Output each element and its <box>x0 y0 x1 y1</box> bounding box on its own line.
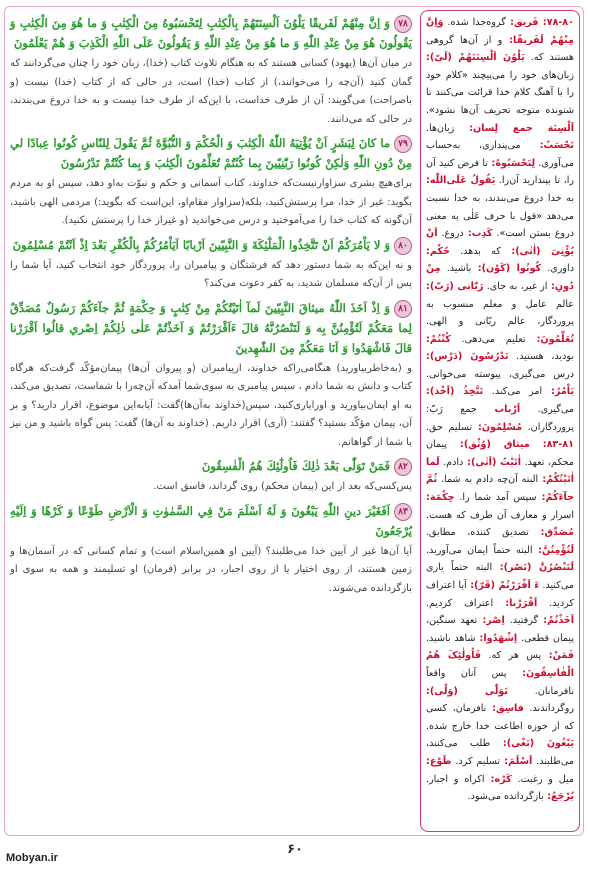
glossary-term: حُکْم: <box>426 245 450 257</box>
glossary-definition: از غیر، به جای. <box>483 280 548 292</box>
glossary-term: ثُمَّ جآءَکُمْ: <box>426 474 575 504</box>
verse-number-badge: ۷۹ <box>394 135 412 153</box>
glossary-term: لِتَحْسَبُوهُ: <box>487 157 536 169</box>
glossary-definition: اسرار و معارف آن طرف که هست. <box>426 509 574 521</box>
glossary-term: اَسْلَمَ: <box>500 755 533 767</box>
glossary-term: کُنْتُمْ: <box>426 333 451 345</box>
verse-text: وَ اِذْ اَخَذَ اللّٰهُ ميثاقَ النَّبِيّينَ لَمآ اٰتَيْتُكُمْ مِنْ كِتٰبٍ وَ حِكْمَةٍ ثُمَّ جآءَكُمْ رَسُولٌ مُصَدِّقٌ لِما مَعَكُمْ لَتُؤْمِنُنَّ بِه وَ لَتَنْصُرُنَّهُ قالَ ءَاَقْرَرْتُمْ وَ اَخَذْتُمْ عَلٰى ذٰلِكُمْ اِصْري قالُوا اَقْرَرْنا قالَ فَاشْهَدُوا وَ اَنَا مَعَكُمْ مِنَ الشّٰهِدينَ <box>10 300 412 355</box>
verse-arabic <box>10 13 412 53</box>
verse-arabic <box>10 298 412 358</box>
glossary-term: اِشْهَدُوا: <box>475 632 518 644</box>
glossary-definition: گروه‌جدا شده. <box>443 17 506 28</box>
verse-text: وَ لا يَاْمُرَكُمْ اَنْ تَتَّخِذُوا الْمَلٰٓئِكَةَ وَ النَّبِيّينَ اَرْبابًا اَيَاْمُرُكُمْ بِالْكُفْرِ بَعْدَ اِذْ اَنْتُمْ مُسْلِمُونَ <box>12 237 390 252</box>
glossary-term: اَنْ یُؤْتِیَ (اٰتٰی): <box>426 228 574 257</box>
verse-text: وَ اِنَّ مِنْهُمْ لَفَريقًا يَلْوُنَ اَلْسِنَتَهُمْ بِالْكِتٰبِ لِتَحْسَبُوهُ مِنَ الْكِتٰبِ وَ ما هُوَ مِنَ الْكِتٰبِ وَ يَقُولُونَ هُوَ مِنْ عِنْدِ اللّٰهِ وَ ما هُوَ مِنْ عِنْدِ اللّٰهِ وَ يَقُولُونَ عَلَى اللّٰهِ الْكَذِبَ وَ هُمْ يَعْلَمُونَ <box>10 16 412 50</box>
verse-text: ما كانَ لِبَشَرٍ اَنْ يُؤْتِيَهُ اللّٰهُ الْكِتٰبَ وَ الْحُكْمَ وَ النُّبُوَّةَ ثُمَّ يَقُولَ لِلنّاسِ كُونُوا عِبادًا لي مِنْ دُونِ اللّٰهِ وَلٰكِنْ كُونُوا رَبّٰنِيّينَ بِما كُنْتُمْ تُعَلِّمُونَ الْكِتٰبَ وَ بِما كُنْتُمْ تَدْرُسُونَ <box>10 136 412 170</box>
verse-translation: آیا آن‌ها غیر از آیین خدا می‌طلبند؟ (آیین او همین‌اسلام است) و تمام کسانی که در آسمان‌ها و زمین هستند، از روی اختیار یا از روی اجبار، در برابر (فرمان) او تسلیمند و همه به سوی او بازگردانده می‌شوند. <box>10 545 412 594</box>
glossary-definition: می‌پنداری، به‌حساب می‌آوری. <box>426 140 574 169</box>
glossary-term: اَلْسِنَة جمع لِسان: <box>454 122 574 134</box>
glossary-sidebar <box>420 10 580 832</box>
glossary-definition: اعتراف کردیم. <box>426 597 494 609</box>
glossary-definition: عالم عامل و معلم منسوب به پروردگار، عالم ربّانی و الهی. <box>426 298 574 328</box>
glossary-definition: پس آنان واقعاً نافرمانان. <box>426 667 574 697</box>
glossary-definition: امر می‌کند. <box>483 386 543 398</box>
glossary-definition: البته حتماً ایمان می‌آورید. <box>426 544 533 556</box>
glossary-definition: میل و رغبت. <box>511 773 574 785</box>
glossary-definition: تسلیم کرد. <box>451 755 501 767</box>
glossary-term: طَوْع: <box>426 755 452 767</box>
glossary-term: اَخَذْتُمْ: <box>538 615 575 627</box>
glossary-term: تَحْسَبُ: <box>520 140 574 152</box>
glossary-definition: و از آن‌ها گروهی هستند که. <box>426 34 574 64</box>
glossary-definition: تا فرض کنید آن را، تا بپندارید آن‌را. <box>426 157 574 187</box>
glossary-definition: زبان‌های خود را می‌پیچند «کلام خود را با آهنگ کلام خدا قرائت می‌کنند تا شنونده متوجه تحریف آن‌ها نشود». <box>426 69 574 116</box>
glossary-term: مُسْلِمُونَ: <box>472 421 523 433</box>
glossary-definition: گرفتید. <box>504 615 539 627</box>
glossary-term: فَمَنْ: <box>541 650 574 662</box>
glossary-term: کُونُوا (کَوْن): <box>471 263 542 275</box>
glossary-term: تَوَلّٰی (وَلْی): <box>426 685 508 697</box>
verse-arabic <box>10 501 412 541</box>
glossary-term: یَلْوُنَ اَلْسِنَتَهُمْ (لَیّ): <box>426 52 525 64</box>
verse-translation: پس‌کسی‌که بعد از این (پیمان محکم) روی گرداند، فاسق است. <box>153 481 412 492</box>
verse-translation: در میان آن‌ها (یهود) کسانی هستند که به هنگام تلاوت کتاب (خدا)، زبان خود را چنان می‌گردانند که گمان کنید (آن‌چه را می‌خوانند،) از کتاب (خدا) است، در حالی که از کتاب (خدا) نیست (و باصراحت) می‌گویند: آن از طرف خداست، با این‌که از طرف خدا نیست و به خدا دروغ می‌بندند، در حالی که می‌دانند. <box>10 58 412 125</box>
glossary-definition: دروغ. <box>437 228 464 240</box>
glossary-term: فاسِق: <box>486 703 524 715</box>
glossary-term: وَاِنَّ مِنْهُمْ لَفَریقًا: <box>426 17 574 46</box>
glossary-definition: بودید، هستید. <box>508 351 575 363</box>
glossary-definition: زبان‌ها. <box>426 122 455 134</box>
glossary-definition: که بدهد. <box>449 245 501 257</box>
verse-number-badge: ۷۸ <box>394 15 412 33</box>
glossary-term: ۸۱-۸۳: <box>529 439 574 451</box>
glossary-definition: تعلیم می‌دهی. <box>450 333 526 345</box>
glossary-definition: می‌گیری. <box>520 404 575 416</box>
verse-translation: برای‌هیچ بشری سزاوارنیست‌که خداوند، کتاب آسمانی و حکم و نبوّت به‌او دهد، سپس او به مردم بگوید: غیر از خدا، مرا پرستش‌کنید، بلکه(سزاوار مقام‌او، این‌است که بگوید:) مردمی الهی باشید، آن‌گونه که کتاب خدا را می‌آموختید و درس می‌خواندید (و غیراز خدا را پرستش نکنید). <box>10 178 412 226</box>
verse-number-badge: ۸۲ <box>394 458 412 476</box>
glossary-definition: تصدیق کننده، مطابق. <box>426 527 529 539</box>
glossary-term: کَرْه: <box>484 773 512 785</box>
glossary-definition: شاهد باشید. <box>426 632 476 644</box>
glossary-term: مُصَدِّق: <box>528 527 574 539</box>
glossary-definition: البته آن‌چه دادم به شما. <box>437 474 539 486</box>
page-number: ۶۰ <box>287 842 303 857</box>
glossary-term: اَرْباب <box>476 404 521 416</box>
glossary-definition: اکراه و اجبار. <box>426 773 485 785</box>
site-watermark: Mobyan.ir <box>6 852 58 864</box>
glossary-term: کَذِب: <box>463 228 493 240</box>
glossary-term: یَبْغُونَ (بَغْی): <box>490 738 574 750</box>
glossary-term: حِکْمَة: <box>426 492 455 504</box>
glossary-term: میثاق (وُثْق): <box>447 439 530 451</box>
glossary-term: مِنْ دُونِ: <box>426 263 574 292</box>
glossary-term: یُرْجَعُ: <box>543 791 574 803</box>
verse-translation: و (به‌خاطربیاورید) هنگامی‌راکه خداوند، ازپیامبران (و پیروان آن‌ها) پیمان‌مؤکّد گرفت‌که هرگاه کتاب و دانش به شما دادم ، سپس پیامبری به سوی‌شما آمدکه آن‌چه‌را با شماست، تصدیق می‌کند، به او ایمان‌بیاورید و اوراياری‌کنید، سپس(خداوند به‌آن‌ها)گفت: آیابه‌این موضوع، اقرار دارید؟ و بر آن، پیمان مؤکّد بستید؟ گفتند: (آری) اقرار داریم. (خداوند به آن‌ها) گفت: پس گواه باشید و من نیز با شما از گواهانم. <box>10 362 412 448</box>
glossary-definition: بازگردانده می‌شود. <box>467 791 544 803</box>
verse-arabic <box>10 133 412 173</box>
glossary-definition: سپس آمد شما را. <box>454 492 537 504</box>
glossary-text <box>426 14 574 806</box>
glossary-definition: باشید. <box>440 263 472 275</box>
glossary-term: لَتَنْصُرُنَّ (نَصْر): <box>492 562 575 574</box>
glossary-definition: تعهد سنگین، پیمان قطعی. <box>426 615 574 644</box>
glossary-definition: به خدا دروغ می‌بندند، به خدا نسبت می‌دهد «قول با حرف عَلٰی به معنی دروغ بستن است». <box>426 192 574 240</box>
verse-number-badge: ۸۳ <box>394 503 412 521</box>
glossary-definition: البته حتماً یاری می‌کنید. <box>426 562 575 591</box>
glossary-definition: درس می‌گیری، پیوسته می‌خوانی. <box>426 368 574 380</box>
verse-text: اَفَغَيْرَ دينِ اللّٰهِ يَبْغُونَ وَ لَهُ اَسْلَمَ مَنْ فِي السَّمٰوٰتِ وَ الْاَرْضِ طَوْعًا وَ كَرْهًا وَ اِلَيْهِ يُرْجَعُونَ <box>10 503 412 538</box>
glossary-term: فَریق: <box>505 17 539 28</box>
glossary-definition: طلب می‌کنند، می‌طلبند. <box>426 738 575 767</box>
glossary-definition: پیمان محکم، تعهد. <box>426 439 574 468</box>
glossary-term: تُعَلِّمُونَ: <box>525 333 574 345</box>
verse-number-badge: ۸۱ <box>394 300 412 318</box>
glossary-term: تَتَّخِذُ (اَخْذ): <box>426 386 484 398</box>
glossary-term: تَدْرُسُونَ (دَرْس): <box>426 351 509 363</box>
glossary-definition: پس هر که. <box>481 650 542 662</box>
verse-number-badge: ۸۰ <box>394 237 412 255</box>
glossary-term: یَاْمُرُ: <box>542 386 574 398</box>
main-content <box>8 10 416 832</box>
verse-arabic <box>10 456 412 476</box>
glossary-term: لَتُؤْمِنُنَّ: <box>532 544 575 556</box>
glossary-term: لَما اٰتَیْتُکُمْ: <box>426 456 574 486</box>
glossary-definition: داوری. <box>541 263 574 275</box>
glossary-definition: تسلیم حق. <box>426 421 473 433</box>
glossary-term: اَقْرَرْنا: <box>493 597 538 609</box>
verse-translation: و نه این‌که به شما دستور دهد که فرشتگان و پیامبران را، پروردگار خود انتخاب کنید، آیا شما را پس از آن‌که مسلمان شدید، به کفر دعوت می‌کند؟ <box>10 259 412 289</box>
glossary-term: اٰتَیْتُ (اَتٰی): <box>463 456 522 468</box>
glossary-term: اِصْر: <box>477 615 505 627</box>
verse-text: فَمَنْ تَوَلّٰى بَعْدَ ذٰلِكَ فَاُولٰٓئِكَ هُمُ الْفٰسِقُونَ <box>201 459 390 473</box>
verse-arabic <box>10 235 412 255</box>
glossary-term: ءَ اَقْرَرْتُمْ (قَرّ): <box>466 580 540 591</box>
glossary-term: رَبّٰانی (رَبّ): <box>426 280 484 292</box>
glossary-term: فَاُولٰئِکَ هُمُ الْفٰاسِقُونَ: <box>426 650 574 679</box>
glossary-term: ۷۸-۸۰: <box>538 17 575 28</box>
glossary-definition: دادم. <box>439 456 464 468</box>
glossary-definition: روگرداندند. <box>523 703 574 715</box>
glossary-definition: آیا اعتراف کردید. <box>426 580 574 609</box>
glossary-definition: جمع رَبّ: پروردگاران. <box>426 404 574 433</box>
glossary-definition: نافرمان، کسی که از حوزه اطاعت خدا خارج شده. <box>426 703 574 732</box>
glossary-term: یَقُولُ عَلَی‌اللّٰه: <box>426 175 496 187</box>
